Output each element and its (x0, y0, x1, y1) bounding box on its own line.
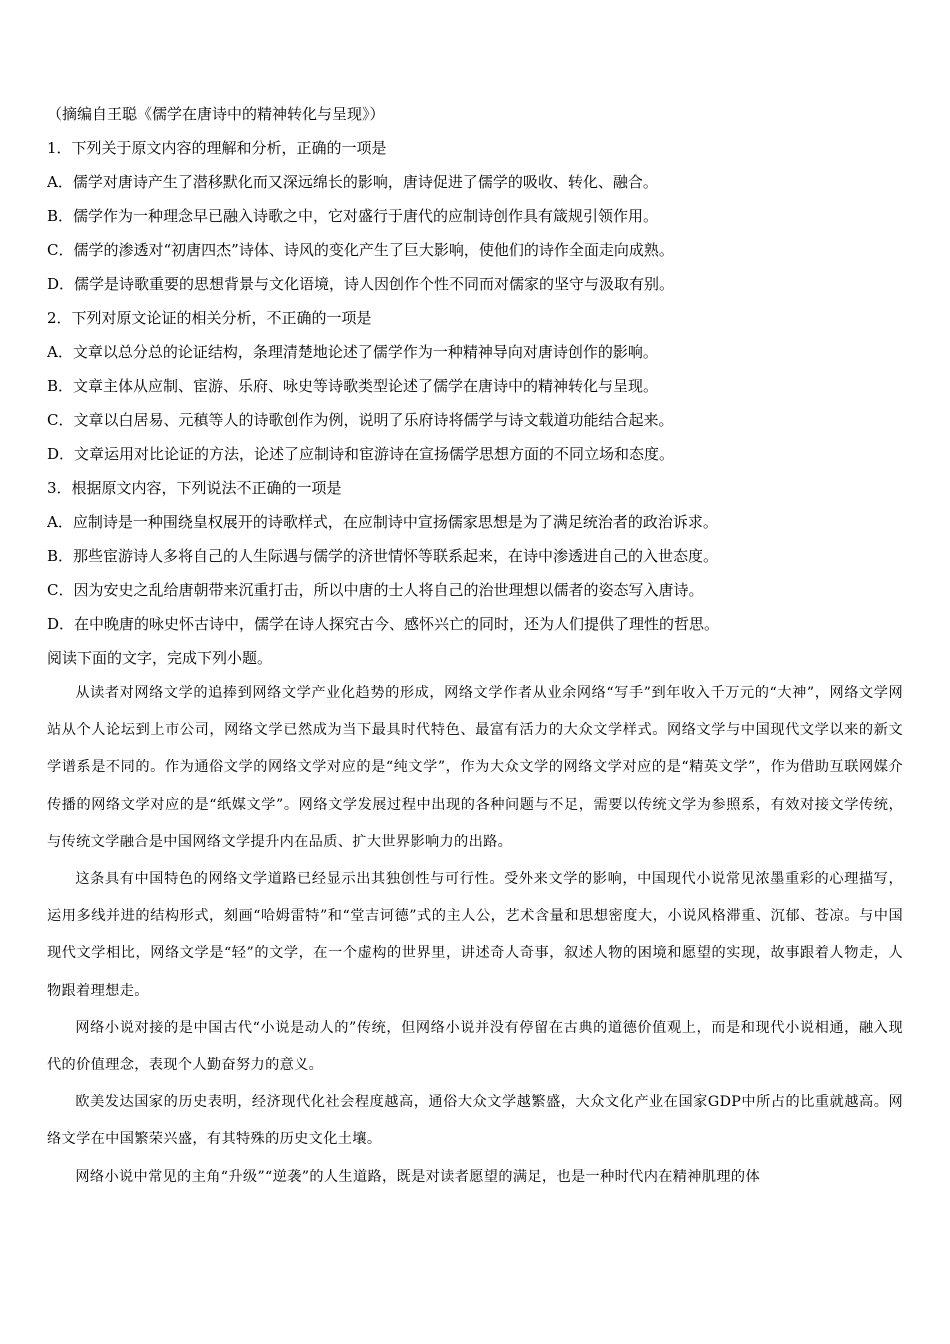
reading-passage (47, 675, 903, 1196)
question-stem: 2．下列对原文论证的相关分析，不正确的一项是 (47, 309, 372, 327)
passage-paragraph: 这条具有中国特色的网络文学道路已经显示出其独创性与可行性。受外来文学的影响，中国现代小说常见浓墨重彩的心理描写，运用多线并进的结构形式，刻画“哈姆雷特”和“堂吉诃德”式的主人公，艺术含量和思想密度大，小说风格滞重、沉郁、苍凉。与中国现代文学相比，网络文学是“轻”的文学，在一个虚构的世界里，讲述奇人奇事，叙述人物的困境和愿望的实现，故事跟着人物走，人物跟着理想走。 (47, 871, 903, 999)
option-c: C．因为安史之乱给唐朝带来沉重打击，所以中唐的士人将自己的治世理想以儒者的姿态写入唐诗。 (47, 581, 704, 599)
passage-paragraph: 网络小说中常见的主角“升级”“逆袭”的人生道路，既是对读者愿望的满足，也是一种时代内在精神肌理的体 (75, 1168, 760, 1185)
option-a: A．儒学对唐诗产生了潜移默化而又深远绵长的影响，唐诗促进了儒学的吸收、转化、融合。 (47, 173, 658, 191)
option-d: D．文章运用对比论证的方法，论述了应制诗和宦游诗在宣扬儒学思想方面的不同立场和态度。 (47, 445, 675, 463)
option-c: C．文章以白居易、元稹等人的诗歌创作为例，说明了乐府诗将儒学与诗文载道功能结合起来。 (47, 411, 674, 429)
question-stem: 1．下列关于原文内容的理解和分析，正确的一项是 (47, 139, 387, 157)
question-stem: 3．根据原文内容，下列说法不正确的一项是 (47, 479, 342, 497)
option-b: B．儒学作为一种理念早已融入诗歌之中，它对盛行于唐代的应制诗创作具有箴规引领作用。 (47, 207, 659, 225)
question-3 (47, 471, 903, 641)
passage-paragraph: 欧美发达国家的历史表明，经济现代化社会程度越高，通俗大众文学越繁盛，大众文化产业在国家GDP中所占的比重就越高。网络文学在中国繁荣兴盛，有其特殊的历史文化土壤。 (47, 1094, 903, 1148)
option-c: C．儒学的渗透对“初唐四杰”诗体、诗风的变化产生了巨大影响，使他们的诗作全面走向成熟。 (47, 241, 674, 259)
option-b: B．那些宦游诗人多将自己的人生际遇与儒学的济世情怀等联系起来，在诗中渗透进自己的入世态度。 (47, 547, 719, 565)
passage-paragraph: 网络小说对接的是中国古代“小说是动人的”传统，但网络小说并没有停留在古典的道德价值观上，而是和现代小说相通，融入现代的价值理念，表现个人勤奋努力的意义。 (47, 1019, 903, 1074)
question-2 (47, 301, 903, 471)
source-citation: （摘编自王聪《儒学在唐诗中的精神转化与呈现》） (47, 105, 385, 123)
option-a: A．应制诗是一种围绕皇权展开的诗歌样式，在应制诗中宣扬儒家思想是为了满足统治者的政治诉求。 (47, 513, 718, 531)
reading-instruction: 阅读下面的文字，完成下列小题。 (47, 649, 273, 667)
passage-paragraph: 从读者对网络文学的追捧到网络文学产业化趋势的形成，网络文学作者从业余网络“写手”到年收入千万元的“大神”，网络文学网站从个人论坛到上市公司，网络文学已然成为当下最具时代特色、最富有活力的大众文学样式。网络文学与中国现代文学以来的新文学谱系是不同的。作为通俗文学的网络文学对应的是“纯文学”，作为大众文学的网络文学对应的是“精英文学”，作为借助互联网媒介传播的网络文学对应的是“纸媒文学”。网络文学发展过程中出现的各种问题与不足，需要以传统文学为参照系，有效对接文学传统，与传统文学融合是中国网络文学提升内在品质、扩大世界影响力的出路。 (47, 685, 903, 850)
option-d: D．在中晚唐的咏史怀古诗中，儒学在诗人探究古今、感怀兴亡的同时，还为人们提供了理性的哲思。 (47, 615, 720, 633)
option-a: A．文章以总分总的论证结构，条理清楚地论述了儒学作为一种精神导向对唐诗创作的影响。 (47, 343, 658, 361)
option-d: D．儒学是诗歌重要的思想背景与文化语境，诗人因创作个性不同而对儒家的坚守与汲取有别。 (47, 275, 675, 293)
question-1 (47, 131, 903, 301)
document-page (47, 97, 903, 1196)
option-b: B．文章主体从应制、宦游、乐府、咏史等诗歌类型论述了儒学在唐诗中的精神转化与呈现。 (47, 377, 659, 395)
